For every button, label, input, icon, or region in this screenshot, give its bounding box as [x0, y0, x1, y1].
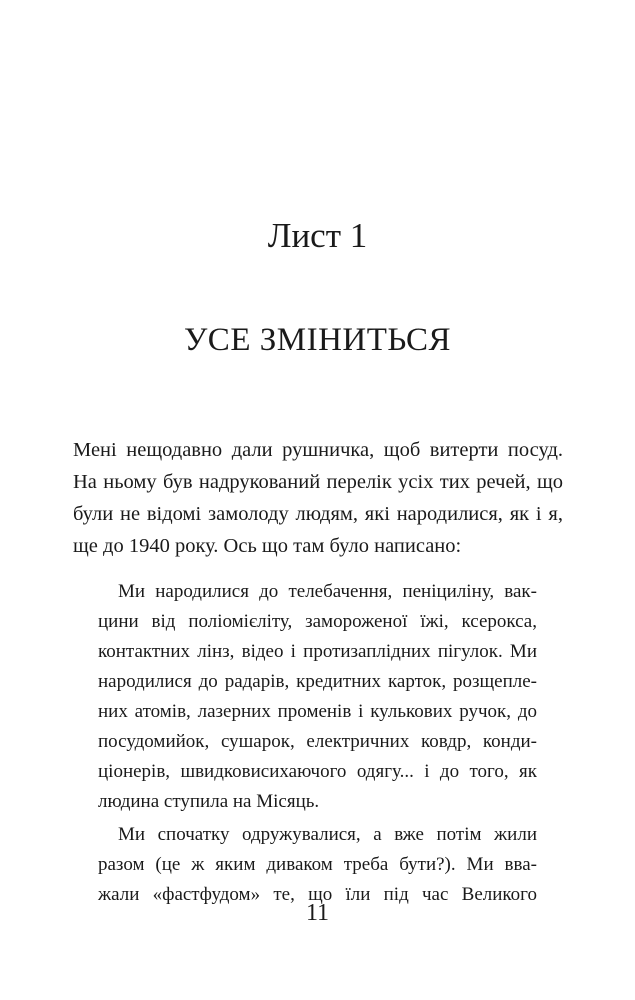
intro-line: ще до 1940 року. Ось що там було написано: — [73, 535, 462, 557]
quote-line: цини від поліомієліту, замороженої їжі, ксерокса, — [98, 611, 537, 632]
quote-line: Ми спочатку одружувалися, а вже потім жили — [118, 824, 537, 845]
chapter-title: УСЕ ЗМІНИТЬСЯ — [183, 322, 452, 358]
quote-line: жали «фастфудом» те, що їли під час Великого — [98, 884, 537, 905]
quote-line: контактних лінз, відео і протизаплідних пігулок. Ми — [98, 641, 537, 662]
chapter-label: Лист 1 — [267, 216, 368, 255]
quote-line: Ми народилися до телебачення, пеніциліну, вак- — [118, 581, 537, 602]
quote-line: них атомів, лазерних променів і кулькових ручок, до — [98, 701, 537, 722]
intro-line: На ньому був надрукований перелік усіх тих речей, що — [73, 471, 563, 493]
quote-line: народилися до радарів, кредитних карток, розщепле- — [98, 671, 537, 692]
intro-line: Мені нещодавно дали рушничка, щоб витерти посуд. — [73, 439, 563, 461]
quote-line: людина ступила на Місяць. — [98, 791, 320, 812]
quote-line: ціонерів, швидковисихаючого одягу... і до того, як — [98, 761, 537, 782]
intro-line: були не відомі замолоду людям, які народилися, як і я, — [73, 503, 563, 525]
page-number: 11 — [305, 900, 330, 926]
quote-line: посудомийок, сушарок, електричних ковдр, конди- — [98, 731, 537, 752]
quote-line: разом (це ж яким диваком треба бути?). Ми вва- — [98, 854, 537, 875]
